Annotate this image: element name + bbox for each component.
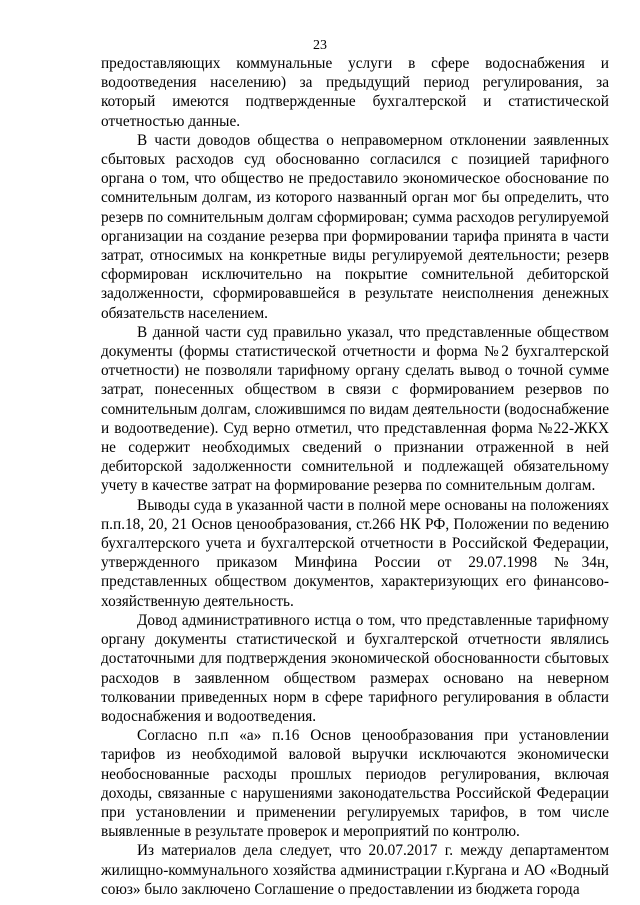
paragraph-legal-basis: Выводы суда в указанной части в полной мере основаны на положениях п.п.18, 20, 21 Основ ценообразования, ст.266 НК РФ, Положении по ведению бухгалтерского учета и бухгалтерской отчетности в Российской Федерации, утвержденного приказом Минфина России от 29.07.1998 №34н, представленных обществом документов, характеризующих его финансово-хозяйственную деятельность. xyxy=(101,496,609,610)
paragraph-case-materials: Из материалов дела следует, что 20.07.2017 г. между департаментом жилищно-коммунального хозяйства администрации г.Кургана и АО «Водный союз» было заключено Соглашение о предоставлении из бюджета города xyxy=(101,842,609,898)
document-body xyxy=(101,54,609,899)
paragraph-pricing-rules: Согласно п.п «а» п.16 Основ ценообразования при установлении тарифов из необходимой валовой выручки исключаются экономически необоснованные расходы прошлых периодов регулирования, включая доходы, связанные с нарушениями законодательства Российской Федерации при установлении и применении регулируемых тарифов, в том числе выявленные в результате проверок и мероприятий по контролю. xyxy=(101,727,609,841)
paragraph-sales-expenses: В части доводов общества о неправомерном отклонении заявленных сбытовых расходов суд обоснованно согласился с позицией тарифного органа о том, что общество не предоставило экономическое обоснование по сомнительным долгам, из которого названный орган мог бы определить, что резерв по сомнительным долгам сформирован; сумма расходов регулируемой организации на создание резерва при формировании тарифа принята в части затрат, относимых на конкретные виды регулируемой деятельности; резерв сформирован исключительно на покрытие сомнительной дебиторской задолженности, сформировавшейся в результате неисполнения денежных обязательств населением. xyxy=(101,131,609,322)
paragraph-continuation: предоставляющих коммунальные услуги в сфере водоснабжения и водоотведения населению) за предыдущий период регулирования, за который имеются подтвержденные бухгалтерской и статистической отчетностью данные. xyxy=(101,55,609,130)
paragraph-court-findings: В данной части суд правильно указал, что представленные обществом документы (формы статистической отчетности и форма №2 бухгалтерской отчетности) не позволяли тарифному органу сделать вывод о точной сумме затрат, понесенных обществом в связи с формированием резервов по сомнительным долгам, сложившимся по видам деятельности (водоснабжение и водоотведение). Суд верно отметил, что представленная форма №22-ЖКХ не содержит необходимых сведений о признании отраженной в ней дебиторской задолженности сомнительной и подлежащей обязательному учету в качестве затрат на формирование резерва по сомнительным долгам. xyxy=(101,323,609,495)
page-number: 23 xyxy=(313,38,327,53)
paragraph-plaintiff-argument: Довод административного истца о том, что представленные тарифному органу документы статистической и бухгалтерской отчетности являлись достаточными для подтверждения экономической обоснованности сбытовых расходов в заявленном обществом размерах основано на неверном толковании приведенных норм в сфере тарифного регулирования в области водоснабжения и водоотведения. xyxy=(101,611,609,725)
